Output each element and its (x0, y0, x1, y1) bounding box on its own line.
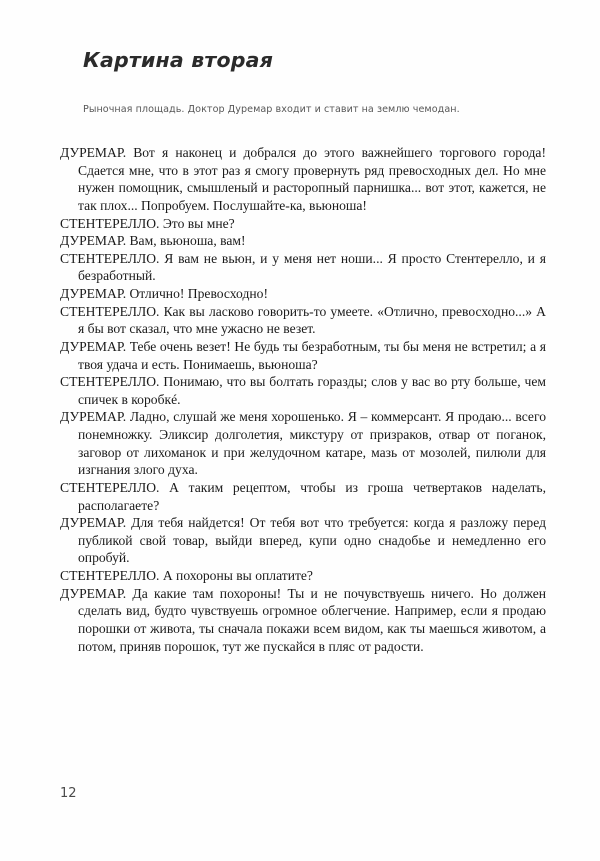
speaker-name: ДУРЕМАР. (60, 286, 127, 301)
speech-text: Это вы мне? (159, 215, 235, 231)
dialogue-line (60, 567, 546, 585)
speaker-name: СТЕНТЕРЕЛЛО. (60, 479, 160, 495)
speech-text: Да какие там похороны! Ты и не почувствуешь ничего. Но должен сделать вид, будто чувствуешь огромное облегчение. Например, если я продаю порошки от живота, ты сначала покажи всем видом, как ты маешься животом, а потом, приняв порошок, тут же пускайся в пляс от радости. (78, 585, 546, 654)
page-number: 12 (60, 786, 77, 801)
speech-text: Отлично! Превосходно! (126, 286, 268, 301)
page-title: Картина вторая (83, 48, 274, 72)
speech-text: Понимаю, что вы болтать горазды; слов у вас во рту больше, чем спичек в коробкé. (78, 374, 546, 407)
speech-text: А таким рецептом, чтобы из гроша четвертаков наделать, располагаете? (78, 479, 546, 513)
stage-direction: Рыночная площадь. Доктор Дуремар входит и ставит на землю чемодан. (83, 104, 460, 115)
speaker-name: СТЕНТЕРЕЛЛО. (60, 303, 160, 319)
speaker-name: ДУРЕМАР. (60, 585, 127, 601)
speaker-name: СТЕНТЕРЕЛЛО. (60, 374, 160, 390)
speech-text: Ладно, слушай же меня хорошенько. Я – коммерсант. Я продаю... всего понемножку. Эликсир долголетия, микстуру от призраков, отвар от поганок, заговор от лихоманок и при желудочном катаре, мазь от мозолей, пилюли для изгнания злого духа. (78, 409, 546, 478)
dialogue-line (60, 303, 546, 338)
dialogue-line (60, 215, 546, 233)
speaker-name: СТЕНТЕРЕЛЛО. (60, 568, 160, 583)
dialogue-line (60, 144, 546, 215)
speech-text: Тебе очень везет! Не будь ты безработным, ты бы меня не встретил; а я твоя удача и есть. Понимаешь, вьюноша? (78, 338, 546, 372)
speech-text: Вот я наконец и добрался до этого важнейшего торгового города! Сдается мне, что в этот раз я смогу провернуть ряд превосходных дел. Но мне нужен помощник, смышленый и расторопный парнишка... вот этот, кажется, не так плох... Попробуем. Послушайте-ка, вьюноша! (78, 145, 546, 213)
speaker-name: ДУРЕМАР. (60, 145, 127, 160)
speech-text: Вам, вьюноша, вам! (126, 233, 246, 249)
speaker-name: ДУРЕМАР. (60, 233, 127, 249)
dialogue-line (60, 338, 546, 373)
speaker-name: ДУРЕМАР. (60, 338, 127, 354)
dialogue-line (60, 514, 546, 567)
speech-text: Как вы ласково говорить-то умеете. «Отлично, превосходно...» А я бы вот сказал, что мне ужасно не везет. (78, 303, 546, 337)
dialogue-line (60, 285, 546, 303)
speech-text: Для тебя найдется! От тебя вот что требуется: когда я разложу перед публикой свой товар, выйди вперед, купи одно снадобье и немедленно его опробуй. (78, 515, 546, 566)
dialogue-line (60, 373, 546, 408)
dialogue-line (60, 250, 546, 285)
speaker-name: СТЕНТЕРЕЛЛО. (60, 250, 160, 266)
speaker-name: ДУРЕМАР. (60, 409, 127, 425)
dialogue-line (60, 232, 546, 250)
dialogue-line (60, 585, 546, 656)
speaker-name: СТЕНТЕРЕЛЛО. (60, 215, 160, 231)
speaker-name: ДУРЕМАР. (60, 515, 127, 531)
speech-text: А похороны вы оплатите? (159, 568, 313, 583)
dialogue-body (60, 144, 546, 655)
speech-text: Я вам не вьюн, и у меня нет ноши... Я просто Стентерелло, и я безработный. (78, 250, 546, 284)
dialogue-line (60, 479, 546, 514)
dialogue-line (60, 408, 546, 479)
